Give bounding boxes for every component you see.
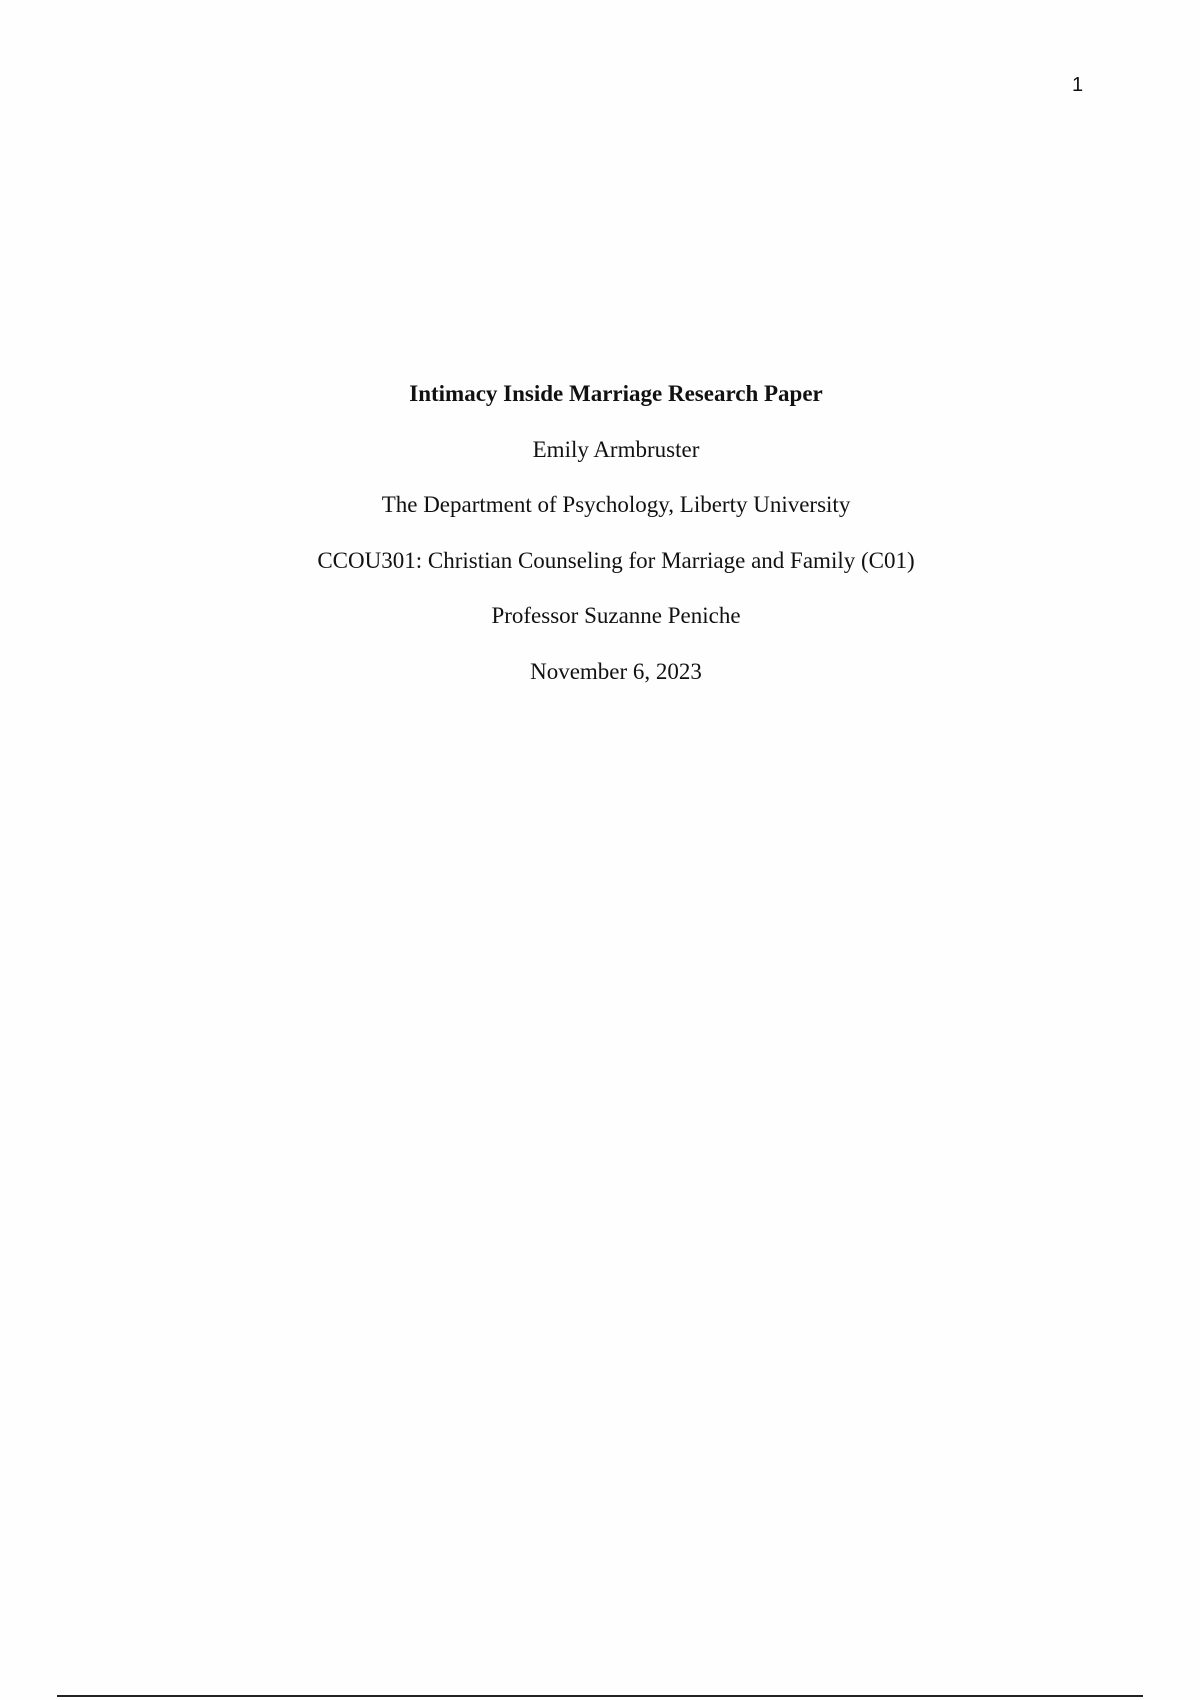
- paper-title: Intimacy Inside Marriage Research Paper: [409, 381, 823, 406]
- submission-date: November 6, 2023: [530, 658, 702, 684]
- author-name: Emily Armbruster: [532, 436, 700, 462]
- page-bottom-divider: [57, 1695, 1143, 1697]
- affiliation: The Department of Psychology, Liberty University: [381, 492, 851, 517]
- title-block: [0, 366, 1200, 699]
- instructor-name: Professor Suzanne Peniche: [491, 603, 741, 628]
- course-name: CCOU301: Christian Counseling for Marriage and Family (C01): [317, 547, 915, 573]
- page-number: 1: [1072, 74, 1084, 96]
